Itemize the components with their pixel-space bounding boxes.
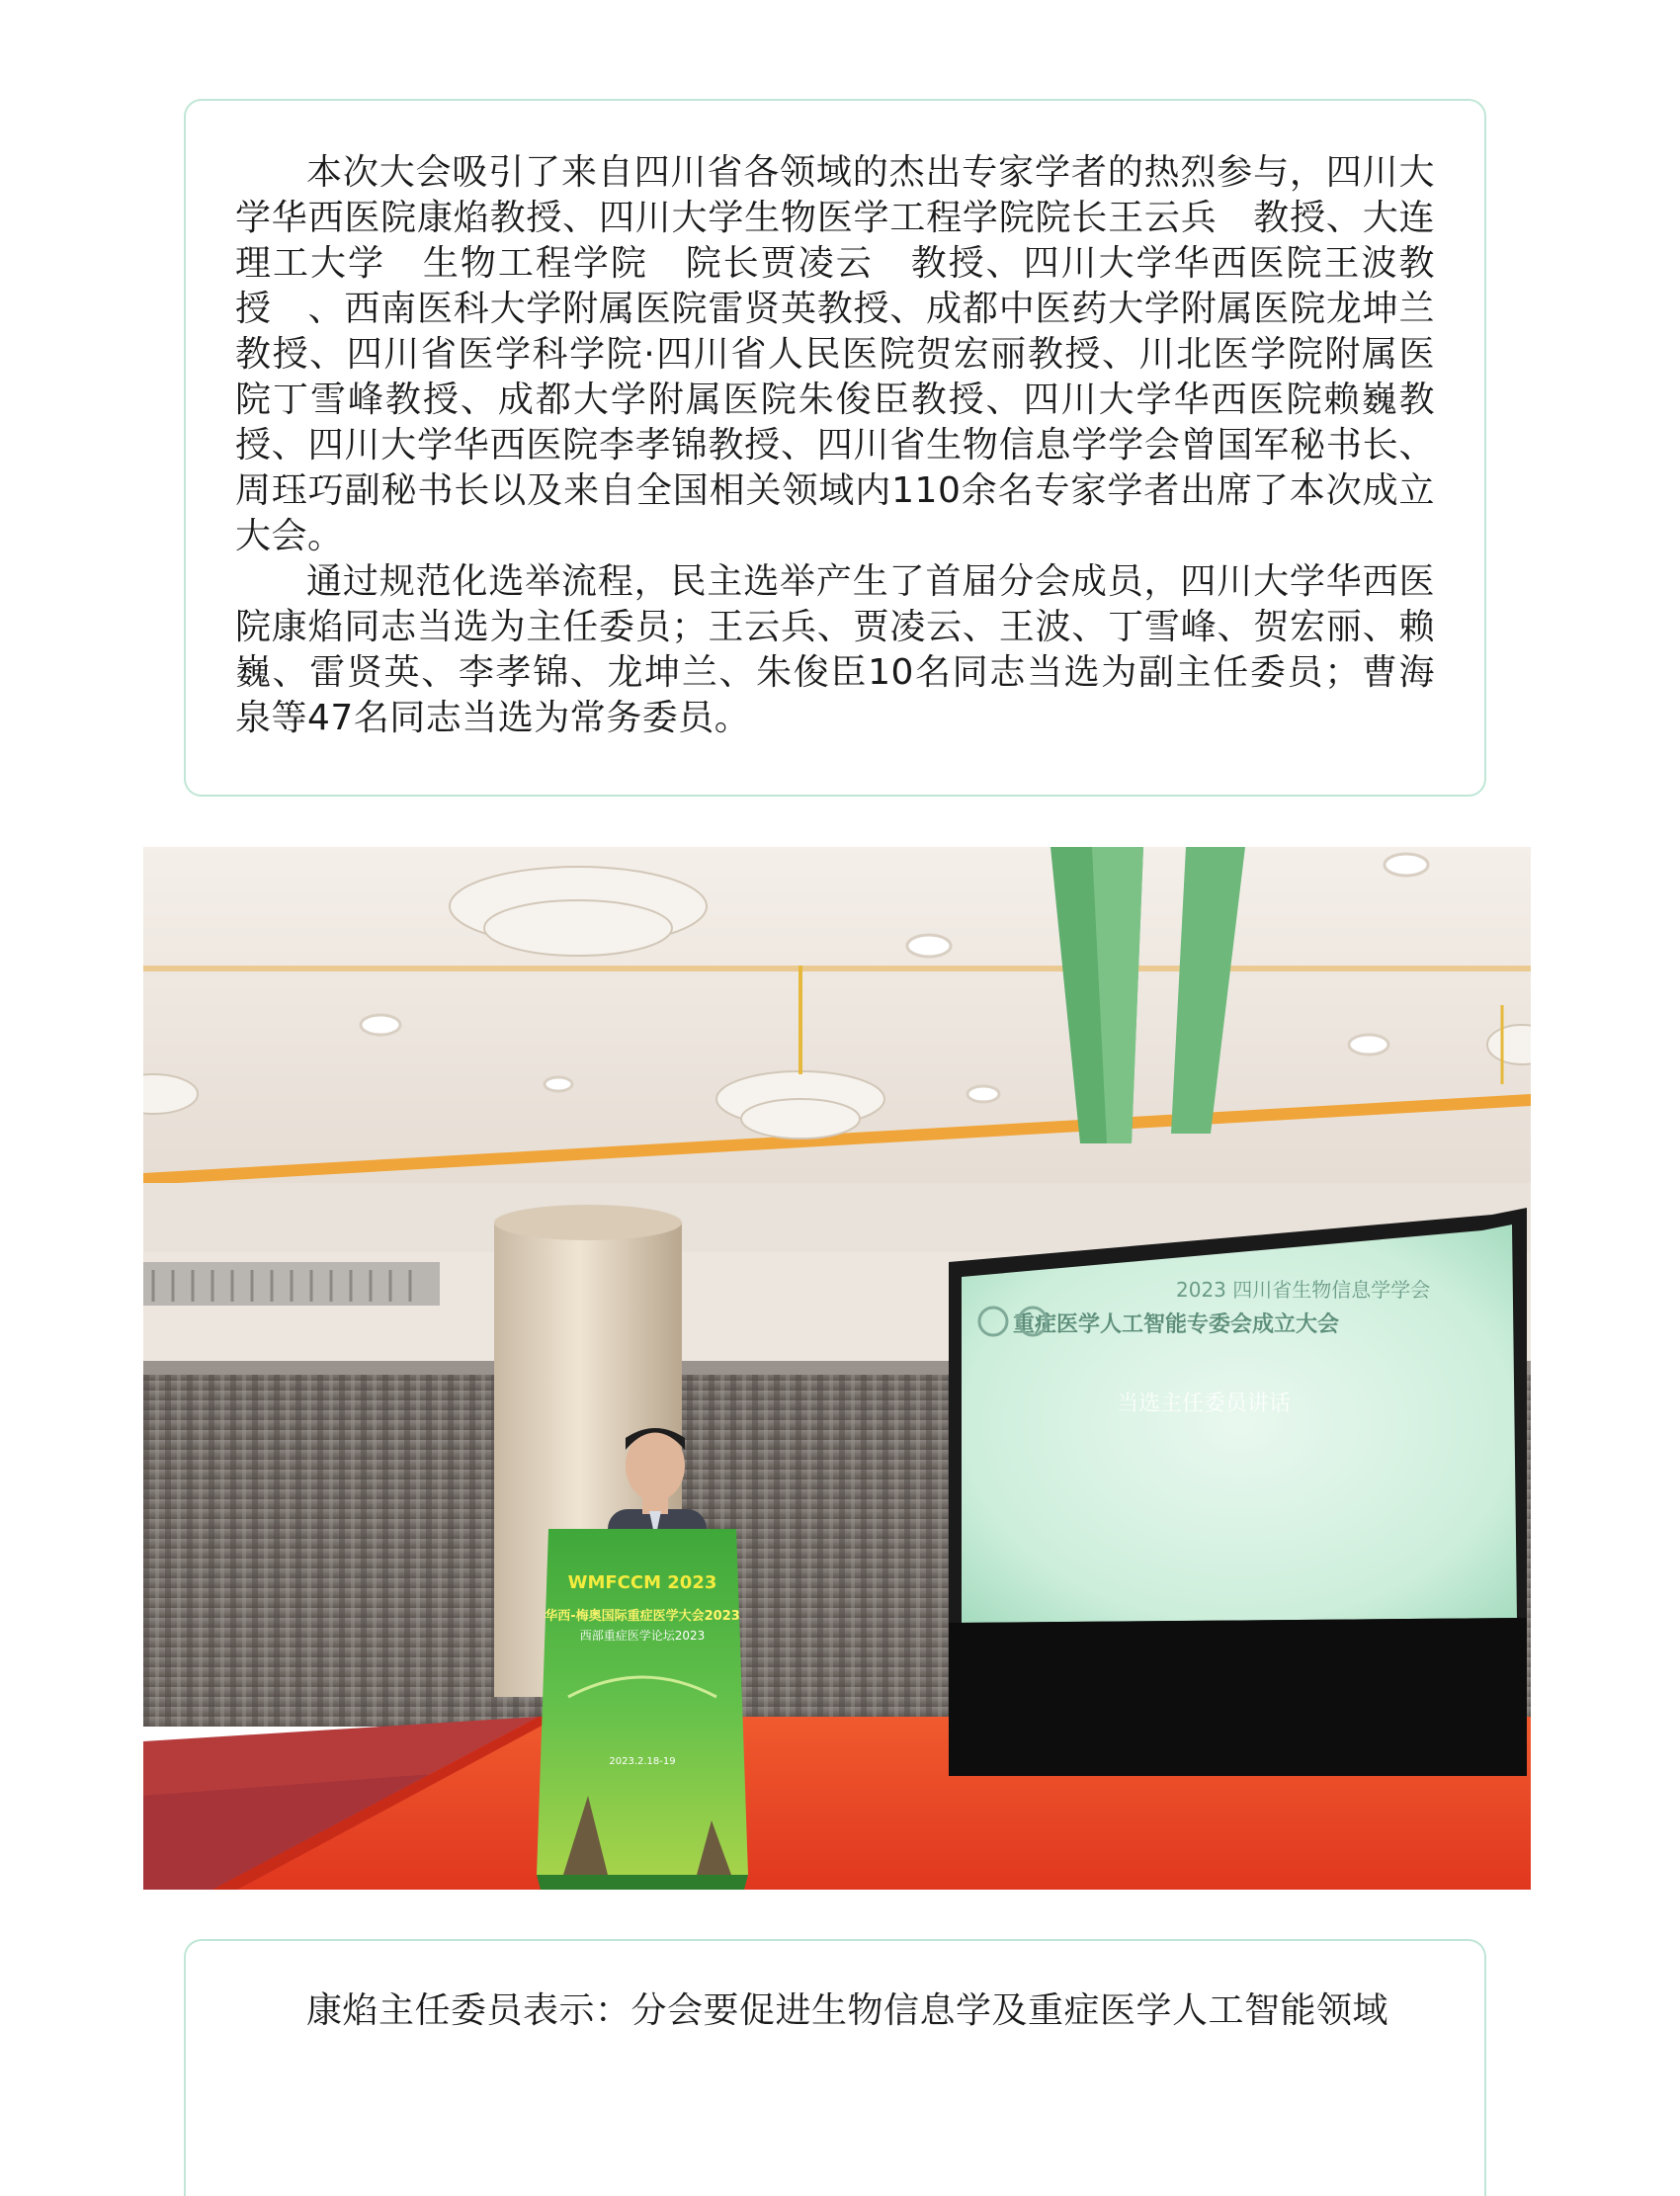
podium-event-date: 2023.2.18-19 — [609, 1756, 676, 1767]
paragraph-chair-statement: 康焰主任委员表示：分会要促进生物信息学及重症医学人工智能领域 — [306, 1990, 1389, 2031]
screen-title-line-2: 重症医学人工智能专委会成立大会 — [1013, 1312, 1340, 1337]
conference-photo — [143, 847, 1531, 1890]
screen-title-line-3: 当选主任委员讲话 — [1117, 1392, 1292, 1416]
podium-event-name: 华西-梅奥国际重症医学大会2023 — [545, 1609, 740, 1624]
article-text-card-continued — [184, 1939, 1486, 2196]
article-text-card — [184, 99, 1486, 797]
paragraph-attendees: 本次大会吸引了来自四川省各领域的杰出专家学者的热烈参与，四川大学华西医院康焰教授、四川大学生物医学工程学院院长王云兵 教授、大连理工大学 生物工程学院 院长贾凌云 教授、四川大学华西医院王波教授 、西南医科大学附属医院雷贤英教授、成都中医药大学附属医院龙坤兰 教授、四川省医学科学院·四川省人民医院贺宏丽教授、川北医学院附属医院丁雪峰教授、成都大学附属医院朱俊臣教授、四川大学华西医院赖巍教授、四川大学华西医院李孝锦教授、四川省生物信息学学会曾国军秘书长、周珏巧副秘书长以及来自全国相关领域内110余名专家学者出席了本次成立大会。 — [235, 152, 1471, 556]
podium-event-code: WMFCCM 2023 — [567, 1572, 717, 1593]
paragraph-election: 通过规范化选举流程，民主选举产生了首届分会成员，四川大学华西医院康焰同志当选为主任委员；王云兵、贾凌云、王波、丁雪峰、贺宏丽、赖巍、雷贤英、李孝锦、龙坤兰、朱俊臣10名同志当选为副主任委员；曹海泉等47名同志当选为常务委员。 — [235, 561, 1435, 738]
screen-title-line-1: 2023 四川省生物信息学学会 — [1176, 1278, 1431, 1302]
podium-forum-name: 西部重症医学论坛2023 — [579, 1629, 706, 1643]
